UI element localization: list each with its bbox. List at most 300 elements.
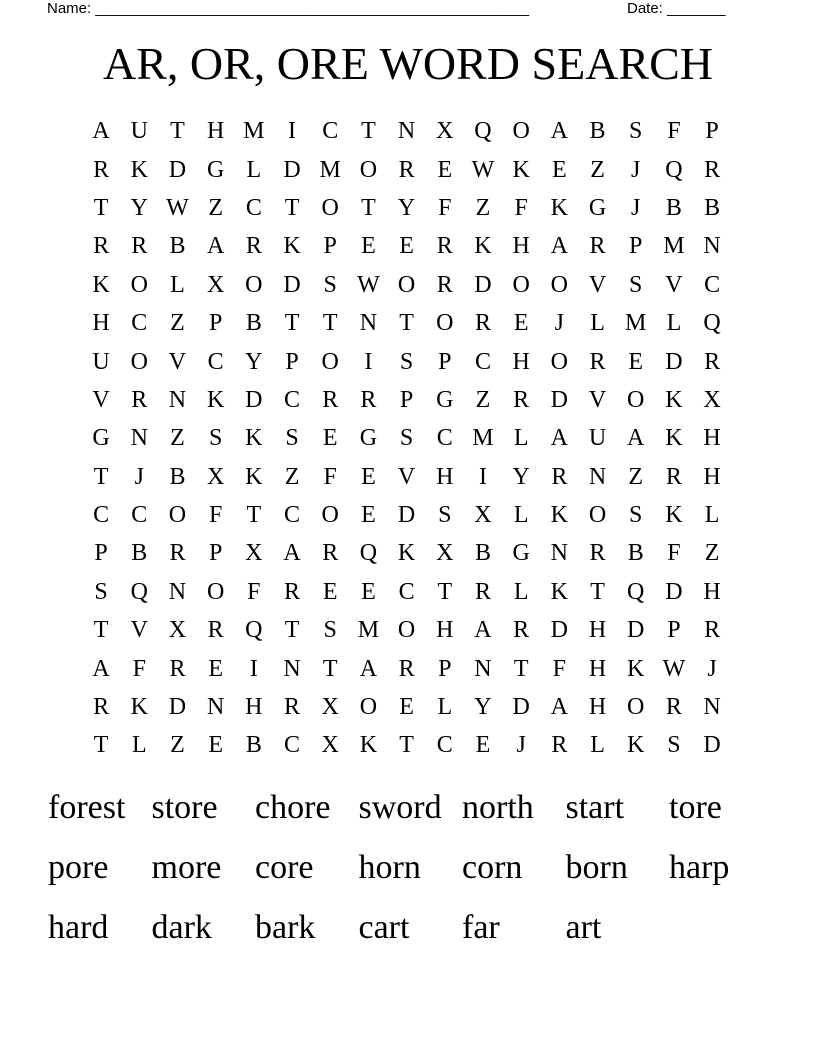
grid-letter: Z	[170, 425, 185, 452]
grid-letter: Q	[703, 310, 721, 337]
grid-letter: S	[94, 578, 108, 605]
grid-letter: O	[550, 348, 569, 375]
grid-letter: F	[514, 194, 528, 221]
grid-letter: S	[208, 425, 223, 452]
grid-letter: P	[208, 540, 223, 567]
grid-letter: N	[359, 310, 378, 337]
grid-letter: B	[665, 194, 682, 221]
grid-letter: O	[397, 271, 416, 298]
grid-letter: M	[319, 156, 341, 183]
grid-letter: S	[399, 425, 414, 452]
word-bank-item: art	[565, 909, 602, 946]
grid-letter: Q	[245, 617, 263, 644]
grid-letter: V	[665, 271, 683, 298]
grid-letter: O	[168, 502, 187, 529]
grid-letter: R	[131, 386, 148, 413]
grid-letter: T	[399, 310, 414, 337]
grid-letter: D	[703, 732, 721, 759]
grid-letter: N	[588, 463, 607, 490]
grid-letter: O	[359, 694, 378, 721]
grid-letter: B	[245, 310, 262, 337]
grid-letter: V	[92, 386, 110, 413]
grid-letter: M	[357, 617, 380, 644]
grid-letter: A	[550, 694, 569, 721]
grid-letter: E	[399, 233, 414, 260]
grid-letter: L	[666, 310, 682, 337]
grid-letter: V	[397, 463, 416, 490]
grid-letter: X	[436, 118, 454, 145]
grid-row	[82, 227, 734, 265]
grid-letter: N	[397, 118, 416, 145]
grid-letter: H	[512, 233, 530, 260]
grid-letter: K	[397, 540, 416, 567]
word-bank-row	[48, 838, 788, 898]
grid-letter: R	[704, 348, 721, 375]
grid-letter: C	[93, 502, 110, 529]
grid-letter: K	[245, 463, 263, 490]
grid-letter: B	[704, 194, 721, 221]
grid-letter: U	[130, 118, 148, 145]
grid-letter: N	[130, 425, 148, 452]
grid-letter: T	[93, 463, 109, 490]
grid-letter: T	[513, 655, 529, 682]
grid-letter: T	[93, 732, 109, 759]
grid-row	[82, 496, 734, 534]
word-search-grid	[82, 112, 734, 765]
grid-row	[82, 458, 734, 496]
grid-letter: R	[551, 463, 568, 490]
grid-row	[82, 649, 734, 687]
grid-letter: E	[475, 732, 491, 759]
grid-letter: Z	[628, 463, 644, 490]
grid-letter: O	[245, 271, 263, 298]
grid-letter: E	[361, 578, 376, 605]
grid-letter: O	[130, 348, 148, 375]
grid-letter: B	[474, 540, 491, 567]
grid-letter: N	[550, 540, 569, 567]
grid-letter: P	[208, 310, 223, 337]
grid-letter: Y	[245, 348, 263, 375]
grid-letter: Q	[627, 578, 645, 605]
grid-letter: P	[399, 386, 414, 413]
grid-letter: K	[245, 425, 263, 452]
grid-letter: A	[550, 233, 569, 260]
grid-letter: D	[512, 694, 530, 721]
grid-letter: R	[245, 233, 262, 260]
grid-letter: Q	[359, 540, 378, 567]
grid-letter: R	[284, 694, 301, 721]
grid-letter: X	[436, 540, 454, 567]
grid-letter: S	[285, 425, 299, 452]
word-bank-row	[48, 778, 788, 838]
grid-letter: D	[550, 617, 569, 644]
grid-row	[82, 189, 734, 227]
grid-letter: D	[397, 502, 416, 529]
word-bank-item: more	[151, 849, 222, 886]
word-bank-item: chore	[255, 789, 331, 826]
grid-letter: G	[92, 425, 110, 452]
grid-letter: U	[588, 425, 607, 452]
word-bank-row	[48, 898, 788, 958]
grid-letter: Q	[130, 578, 148, 605]
grid-letter: L	[246, 156, 262, 183]
grid-letter: Y	[130, 194, 148, 221]
grid-letter: F	[323, 463, 337, 490]
grid-row	[82, 419, 734, 457]
grid-letter: K	[512, 156, 530, 183]
grid-row	[82, 534, 734, 572]
grid-letter: C	[436, 732, 453, 759]
grid-letter: C	[284, 732, 301, 759]
grid-letter: P	[705, 118, 719, 145]
grid-letter: H	[703, 463, 721, 490]
grid-letter: R	[284, 578, 301, 605]
grid-letter: N	[703, 694, 721, 721]
grid-letter: L	[513, 425, 529, 452]
grid-letter: K	[550, 578, 569, 605]
grid-letter: O	[359, 156, 378, 183]
grid-letter: I	[364, 348, 373, 375]
grid-letter: F	[438, 194, 452, 221]
grid-row	[82, 611, 734, 649]
grid-letter: P	[323, 233, 337, 260]
grid-letter: Y	[474, 694, 492, 721]
grid-letter: E	[552, 156, 567, 183]
grid-letter: L	[170, 271, 185, 298]
grid-letter: R	[474, 310, 491, 337]
grid-letter: R	[513, 617, 530, 644]
grid-letter: A	[92, 118, 110, 145]
grid-letter: X	[321, 694, 339, 721]
grid-letter: T	[93, 194, 109, 221]
grid-letter: J	[554, 310, 565, 337]
grid-letter: E	[513, 310, 529, 337]
grid-letter: T	[284, 310, 300, 337]
word-bank-item: start	[565, 789, 625, 826]
grid-letter: T	[246, 502, 262, 529]
grid-letter: R	[704, 156, 721, 183]
grid-row	[82, 688, 734, 726]
grid-letter: I	[288, 118, 297, 145]
grid-letter: Q	[474, 118, 492, 145]
grid-letter: T	[93, 617, 109, 644]
grid-letter: D	[245, 386, 263, 413]
grid-letter: R	[93, 156, 110, 183]
grid-letter: S	[323, 617, 337, 644]
grid-letter: K	[665, 425, 683, 452]
grid-letter: R	[436, 271, 453, 298]
grid-letter: C	[284, 502, 301, 529]
grid-letter: G	[512, 540, 530, 567]
grid-letter: L	[437, 694, 453, 721]
grid-letter: L	[704, 502, 720, 529]
word-bank-item: core	[255, 849, 314, 886]
grid-letter: E	[437, 156, 453, 183]
grid-row	[82, 266, 734, 304]
grid-letter: O	[130, 271, 148, 298]
grid-letter: N	[474, 655, 492, 682]
grid-letter: M	[243, 118, 265, 145]
grid-letter: S	[438, 502, 452, 529]
grid-letter: M	[663, 233, 685, 260]
grid-letter: C	[131, 502, 148, 529]
page-title: AR, OR, ORE WORD SEARCH	[103, 38, 713, 89]
grid-letter: B	[627, 540, 644, 567]
grid-letter: W	[357, 271, 380, 298]
grid-letter: H	[245, 694, 263, 721]
grid-letter: T	[284, 194, 300, 221]
name-field-line: Name: ____________________________________________________	[47, 0, 530, 17]
word-bank	[48, 778, 788, 958]
grid-row	[82, 381, 734, 419]
grid-letter: I	[249, 655, 258, 682]
grid-letter: H	[206, 118, 225, 145]
grid-letter: E	[361, 463, 376, 490]
word-bank-item: north	[462, 789, 534, 826]
grid-letter: O	[321, 502, 339, 529]
grid-letter: K	[550, 194, 569, 221]
grid-letter: J	[631, 194, 641, 221]
grid-letter: Z	[590, 156, 605, 183]
grid-letter: P	[285, 348, 299, 375]
word-bank-item: hard	[48, 909, 109, 946]
grid-letter: Z	[170, 732, 185, 759]
grid-letter: P	[667, 617, 681, 644]
grid-letter: D	[665, 348, 683, 375]
grid-letter: L	[513, 578, 529, 605]
word-bank-item: harp	[669, 849, 730, 886]
grid-letter: T	[170, 118, 185, 145]
grid-letter: T	[322, 655, 338, 682]
grid-letter: P	[438, 348, 452, 375]
grid-letter: V	[168, 348, 187, 375]
grid-letter: R	[665, 694, 682, 721]
grid-letter: O	[206, 578, 225, 605]
grid-letter: A	[550, 425, 569, 452]
grid-letter: R	[551, 732, 568, 759]
grid-letter: P	[629, 233, 643, 260]
grid-letter: V	[588, 386, 607, 413]
grid-letter: U	[92, 348, 110, 375]
grid-row	[82, 573, 734, 611]
grid-letter: N	[703, 233, 721, 260]
grid-letter: K	[665, 502, 683, 529]
grid-letter: L	[590, 732, 605, 759]
grid-letter: K	[627, 655, 645, 682]
grid-letter: T	[361, 194, 376, 221]
grid-letter: F	[132, 655, 146, 682]
grid-letter: D	[665, 578, 683, 605]
grid-letter: O	[436, 310, 454, 337]
grid-letter: B	[245, 732, 262, 759]
grid-letter: X	[245, 540, 263, 567]
grid-letter: K	[359, 732, 378, 759]
grid-letter: O	[397, 617, 416, 644]
grid-row	[82, 304, 734, 342]
grid-letter: S	[629, 118, 643, 145]
grid-letter: E	[208, 732, 223, 759]
grid-letter: K	[627, 732, 645, 759]
grid-row	[82, 150, 734, 188]
grid-letter: D	[283, 156, 301, 183]
grid-letter: E	[322, 578, 338, 605]
date-field-line: Date: _______	[627, 0, 726, 17]
grid-letter: E	[322, 425, 338, 452]
grid-letter: O	[321, 194, 339, 221]
word-bank-item: dark	[151, 909, 212, 946]
grid-letter: R	[207, 617, 224, 644]
grid-letter: H	[92, 310, 110, 337]
grid-letter: D	[627, 617, 645, 644]
grid-letter: M	[472, 425, 494, 452]
grid-letter: O	[627, 386, 645, 413]
word-bank-item: cart	[358, 909, 410, 946]
grid-letter: H	[703, 425, 721, 452]
grid-letter: Y	[397, 194, 416, 221]
grid-letter: X	[206, 271, 225, 298]
grid-letter: G	[359, 425, 378, 452]
grid-letter: R	[436, 233, 453, 260]
grid-letter: F	[247, 578, 261, 605]
word-bank-item: horn	[358, 849, 421, 886]
grid-letter: S	[629, 271, 643, 298]
grid-letter: G	[436, 386, 454, 413]
grid-letter: J	[631, 156, 641, 183]
grid-letter: B	[131, 540, 148, 567]
grid-letter: X	[206, 463, 225, 490]
grid-letter: A	[474, 617, 492, 644]
grid-letter: Z	[170, 310, 185, 337]
grid-letter: H	[436, 463, 454, 490]
grid-letter: F	[552, 655, 567, 682]
grid-letter: I	[478, 463, 487, 490]
grid-letter: Y	[512, 463, 530, 490]
grid-letter: C	[284, 386, 301, 413]
grid-letter: C	[207, 348, 224, 375]
grid-letter: K	[283, 233, 301, 260]
grid-letter: R	[704, 617, 721, 644]
grid-letter: W	[471, 156, 495, 183]
grid-letter: A	[283, 540, 301, 567]
grid-letter: B	[169, 463, 186, 490]
grid-letter: R	[322, 540, 339, 567]
grid-letter: T	[590, 578, 605, 605]
word-bank-item: corn	[462, 849, 523, 886]
grid-letter: L	[131, 732, 147, 759]
grid-letter: K	[206, 386, 225, 413]
grid-letter: R	[589, 233, 606, 260]
grid-letter: R	[360, 386, 377, 413]
word-bank-item: sword	[358, 789, 442, 826]
grid-letter: S	[399, 348, 414, 375]
word-bank-item: bark	[255, 909, 316, 946]
grid-letter: S	[323, 271, 337, 298]
grid-letter: T	[361, 118, 376, 145]
grid-letter: R	[474, 578, 491, 605]
grid-letter: A	[359, 655, 378, 682]
grid-letter: T	[322, 310, 338, 337]
grid-letter: D	[168, 156, 187, 183]
grid-letter: H	[436, 617, 454, 644]
grid-letter: J	[516, 732, 526, 759]
grid-letter: A	[92, 655, 110, 682]
grid-letter: C	[322, 118, 339, 145]
grid-letter: L	[513, 502, 529, 529]
grid-letter: H	[588, 694, 607, 721]
grid-letter: F	[208, 502, 223, 529]
grid-letter: C	[704, 271, 721, 298]
grid-letter: P	[94, 540, 108, 567]
grid-letter: A	[206, 233, 225, 260]
grid-letter: H	[588, 617, 607, 644]
grid-letter: C	[131, 310, 148, 337]
word-bank-item: far	[462, 909, 500, 946]
grid-letter: W	[166, 194, 189, 221]
grid-letter: N	[283, 655, 301, 682]
grid-letter: Z	[475, 386, 491, 413]
grid-letter: Z	[208, 194, 223, 221]
grid-letter: R	[398, 655, 415, 682]
grid-letter: T	[399, 732, 414, 759]
word-bank-item: pore	[48, 849, 109, 886]
grid-letter: G	[588, 194, 607, 221]
grid-letter: S	[629, 502, 643, 529]
grid-letter: G	[206, 156, 225, 183]
grid-letter: K	[550, 502, 569, 529]
grid-letter: X	[474, 502, 492, 529]
grid-letter: M	[625, 310, 647, 337]
grid-row	[82, 726, 734, 764]
grid-letter: R	[589, 540, 606, 567]
grid-letter: R	[589, 348, 606, 375]
grid-letter: W	[662, 655, 686, 682]
grid-letter: C	[436, 425, 453, 452]
grid-letter: A	[550, 118, 569, 145]
grid-letter: V	[588, 271, 607, 298]
word-bank-item: forest	[48, 789, 126, 826]
grid-letter: L	[590, 310, 605, 337]
grid-letter: R	[169, 540, 186, 567]
grid-letter: R	[169, 655, 186, 682]
grid-letter: R	[398, 156, 415, 183]
grid-row	[82, 112, 734, 150]
grid-letter: Q	[665, 156, 683, 183]
grid-letter: C	[474, 348, 491, 375]
grid-letter: O	[321, 348, 339, 375]
grid-letter: Z	[704, 540, 720, 567]
grid-letter: T	[284, 617, 300, 644]
grid-letter: J	[707, 655, 717, 682]
grid-letter: R	[131, 233, 148, 260]
grid-letter: R	[93, 233, 110, 260]
grid-letter: X	[703, 386, 721, 413]
grid-letter: H	[703, 578, 721, 605]
grid-letter: X	[321, 732, 339, 759]
grid-letter: R	[93, 694, 110, 721]
grid-letter: E	[628, 348, 644, 375]
word-bank-item: born	[565, 849, 628, 886]
grid-letter: A	[627, 425, 645, 452]
word-bank-item: tore	[669, 789, 722, 826]
grid-letter: K	[130, 694, 148, 721]
grid-letter: S	[667, 732, 681, 759]
grid-letter: Z	[475, 194, 491, 221]
grid-letter: J	[134, 463, 144, 490]
grid-letter: O	[627, 694, 645, 721]
grid-letter: E	[361, 233, 376, 260]
grid-letter: C	[245, 194, 262, 221]
grid-letter: O	[588, 502, 607, 529]
